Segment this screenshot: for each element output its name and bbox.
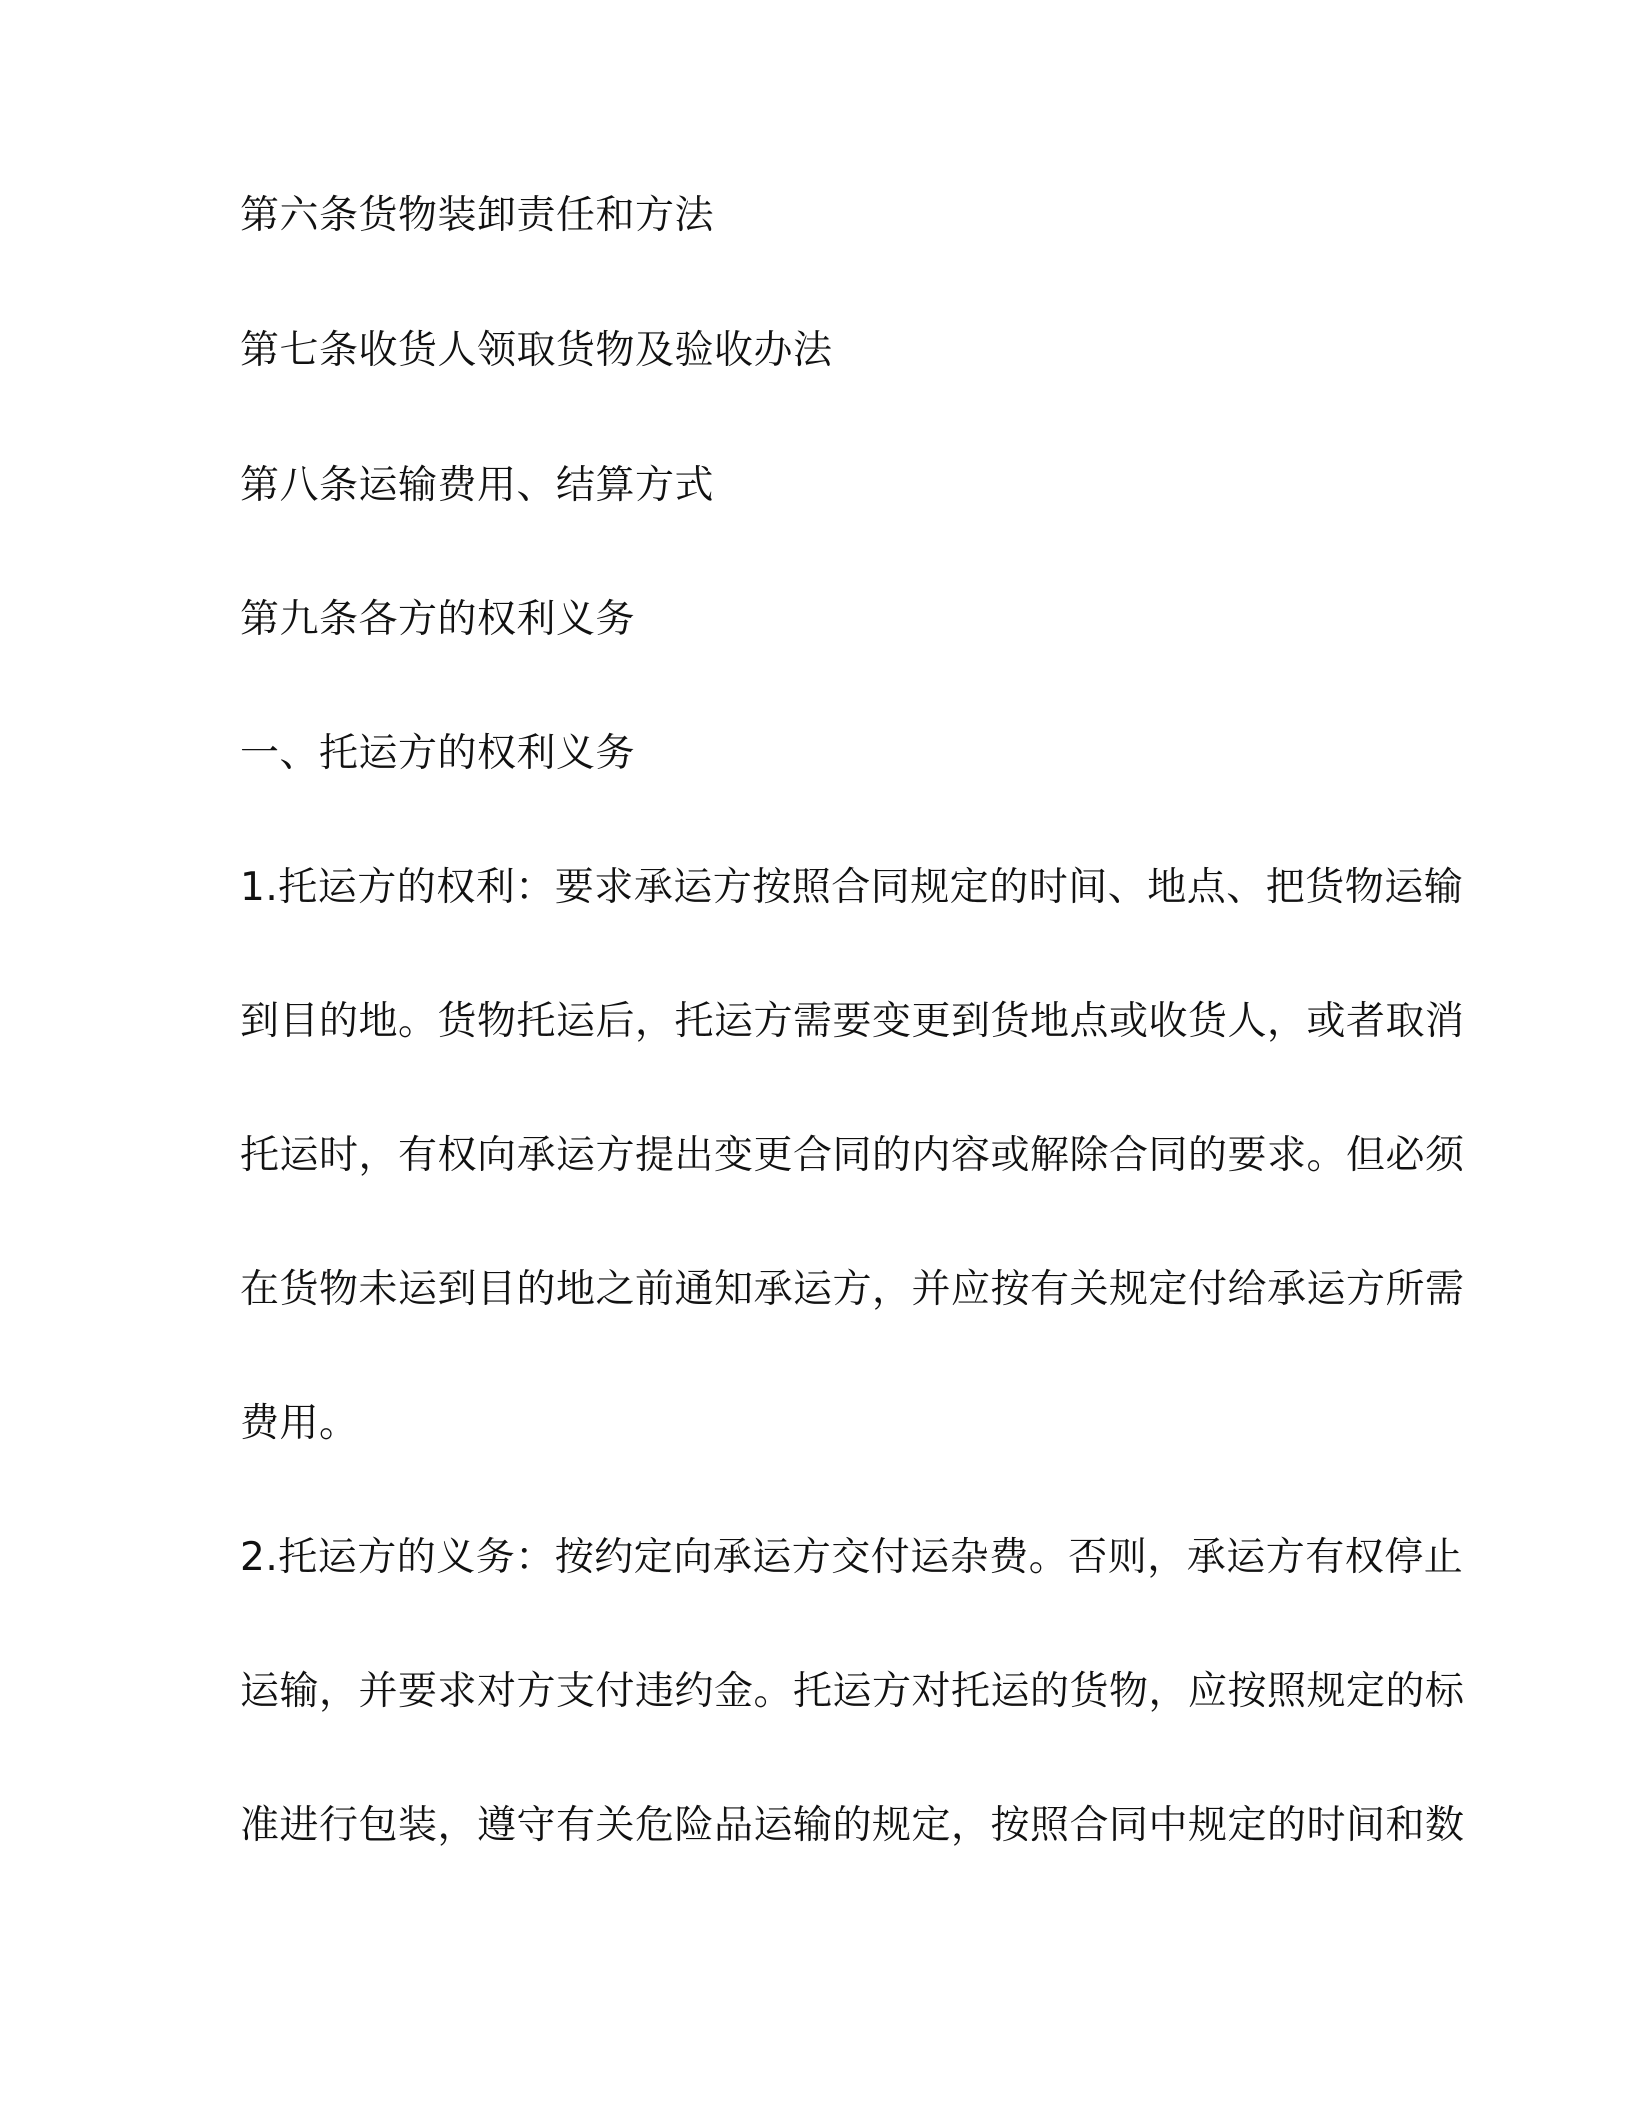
article-7-heading: 第七条收货人领取货物及验收办法 — [240, 328, 833, 373]
article-8-heading: 第八条运输费用、结算方式 — [240, 463, 715, 508]
section-1-heading: 一、托运方的权利义务 — [240, 731, 636, 776]
paragraph-line: 运输，并要求对方支付违约金。托运方对托运的货物，应按照规定的标 — [240, 1669, 1465, 1714]
paragraph-line: 费用。 — [240, 1401, 359, 1446]
paragraph-line: 1.托运方的权利：要求承运方按照合同规定的时间、地点、把货物运输 — [240, 865, 1464, 910]
paragraph-line: 托运时，有权向承运方提出变更合同的内容或解除合同的要求。但必须 — [240, 1133, 1465, 1178]
article-6-heading: 第六条货物装卸责任和方法 — [240, 193, 715, 238]
article-9-heading: 第九条各方的权利义务 — [240, 597, 636, 642]
paragraph-line: 到目的地。货物托运后，托运方需要变更到货地点或收货人，或者取消 — [240, 999, 1465, 1044]
paragraph-line: 2.托运方的义务：按约定向承运方交付运杂费。否则，承运方有权停止 — [240, 1535, 1464, 1580]
paragraph-line: 准进行包装，遵守有关危险品运输的规定，按照合同中规定的时间和数 — [240, 1803, 1465, 1848]
paragraph-line: 在货物未运到目的地之前通知承运方，并应按有关规定付给承运方所需 — [240, 1267, 1465, 1312]
